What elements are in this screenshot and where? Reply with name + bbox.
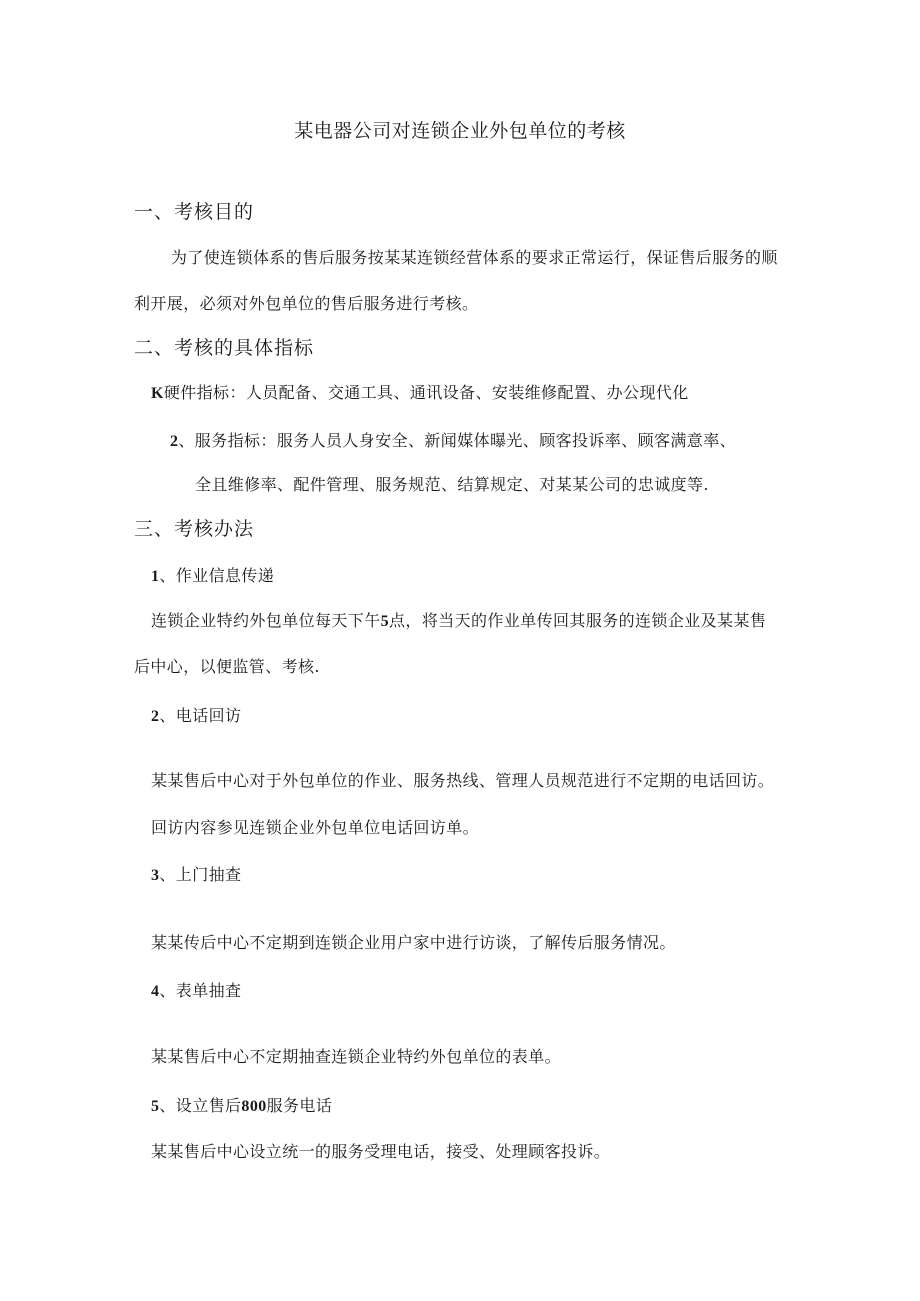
method-4-line-1: 某某售后中心不定期抽查连锁企业特约外包单位的表单。 (151, 1047, 562, 1066)
method-label: 、设立售后 (159, 1096, 242, 1115)
method-2-line-1: 某某售后中心对于外包单位的作业、服务热线、管理人员规范进行不定期的电话回访。 (151, 771, 775, 790)
method-5-line-1: 某某售后中心设立统一的服务受理电话，接受、处理顾客投诉。 (151, 1142, 611, 1161)
indicator-item-hardware (151, 380, 689, 403)
purpose-paragraph-line-1: 为了使连锁体系的售后服务按某某连锁经营体系的要求正常运行，保证售后服务的顺 (171, 248, 778, 267)
time-number: 5 (380, 613, 390, 630)
indicator-marker: 2 (170, 433, 179, 450)
section-heading-3: 三、考核办法 (134, 518, 255, 540)
section-heading-1: 一、考核目的 (134, 201, 255, 223)
method-2-line-2: 回访内容参见连锁企业外包单位电话回访单。 (151, 818, 480, 837)
hotline-number: 800 (241, 1098, 267, 1115)
page-title: 某电器公司对连锁企业外包单位的考核 (294, 120, 626, 142)
indicator-item-service (170, 428, 736, 451)
text-segment: 连锁企业特约外包单位每天下午 (151, 611, 381, 630)
indicator-marker: K (151, 385, 164, 402)
method-heading-1 (151, 563, 274, 586)
method-number: 2 (151, 708, 160, 725)
method-label: 、表单抽査 (159, 981, 242, 1000)
method-heading-4 (151, 978, 241, 1001)
method-number: 4 (151, 983, 160, 1000)
method-1-line-1 (151, 608, 766, 631)
method-heading-5 (151, 1093, 332, 1116)
text-segment: 点，将当天的作业单传回其服务的连锁企业及某某售 (389, 611, 767, 630)
indicator-item-service-continued: 全且维修率、配件管理、服务规范、结算规定、对某某公司的忠诚度等. (195, 475, 709, 494)
indicator-text: 、服务指标：服务人员人身安全、新闻媒体曝光、顾客投诉率、顾客满意率、 (178, 431, 737, 450)
method-heading-2 (151, 703, 241, 726)
method-label: 、上门抽查 (159, 865, 242, 884)
method-label: 、电话回访 (159, 706, 242, 725)
method-1-line-2: 后中心，以便监管、考核. (134, 657, 320, 676)
method-number: 1 (151, 568, 160, 585)
method-heading-3 (151, 862, 241, 885)
method-3-line-1: 某某传后中心不定期到连锁企业用户家中进行访谈，了解传后服务情况。 (151, 933, 676, 952)
section-heading-2: 二、考核的具体指标 (134, 337, 315, 359)
method-label: 、作业信息传递 (159, 566, 275, 585)
method-number: 3 (151, 867, 160, 884)
purpose-paragraph-line-2: 利开展，必须对外包单位的售后服务进行考核。 (134, 294, 479, 313)
indicator-text: 硬件指标：人员配备、交通工具、通讯设备、安装维修配置、办公现代化 (163, 383, 689, 402)
method-number: 5 (151, 1098, 160, 1115)
method-label: 服务电话 (266, 1096, 333, 1115)
